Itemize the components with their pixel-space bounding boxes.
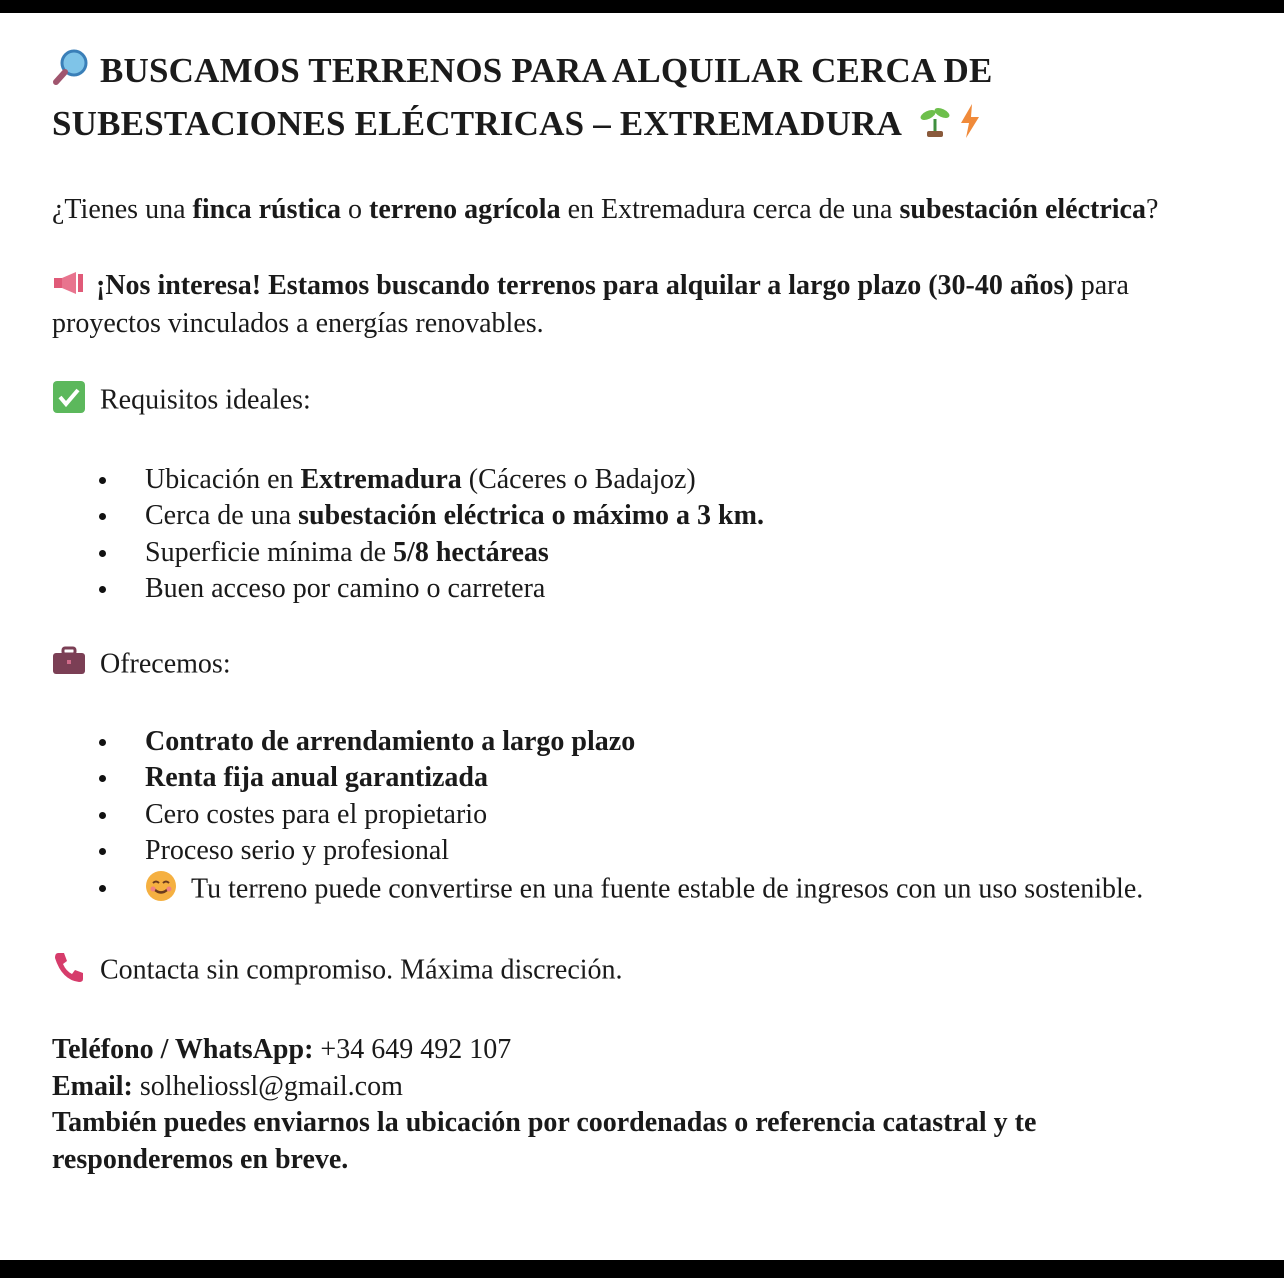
megaphone-icon [52,270,86,306]
list-item [52,462,1212,499]
item-bold: Renta fija anual garantizada [145,762,488,794]
email-address[interactable]: solheliossl@gmail.com [132,1070,403,1102]
contact-details [52,1032,1212,1178]
item-bold: Extremadura [300,463,462,495]
magnifier-icon [52,47,92,100]
interest-text: para proyectos vinculados a energías renovables. [52,269,1129,339]
offer-heading [52,646,1212,686]
item-text: Superficie mínima de [145,536,394,568]
requirements-list [52,462,1212,608]
closing-text: También puedes enviarnos la ubicación por coordenadas o referencia catastral y te responderemos en breve. [52,1107,1037,1175]
intro-bold-1: finca rústica [192,193,342,225]
intro-paragraph [52,192,1212,228]
phone-number[interactable]: +34 649 492 107 [313,1034,512,1066]
seedling-icon [917,103,953,152]
offer-list [52,724,1212,913]
phone-icon [52,950,86,994]
requirements-heading [52,380,1212,424]
list-item [52,571,1212,608]
requirements-heading-text: Requisitos ideales: [100,383,311,415]
email-line [52,1069,1212,1106]
intro-text-1: ¿Tienes una [52,193,193,225]
item-text: Cero costes para el propietario [145,798,488,830]
intro-bold-3: subestación eléctrica [899,193,1146,225]
lightning-icon [957,103,983,152]
contact-line-text: Contacta sin compromiso. Máxima discreción. [100,954,623,986]
item-text: Cerca de una [145,500,299,532]
item-text: Ubicación en [145,463,301,495]
list-item [52,724,1212,761]
phone-line [52,1032,1212,1069]
item-text: Tu terreno puede convertirse en una fuente estable de ingresos con un uso sostenible. [191,873,1144,905]
interest-bold: ¡Nos interesa! Estamos buscando terrenos para alquilar a largo plazo (30-40 años) [96,269,1074,301]
check-box-icon [52,380,86,424]
list-item [52,797,1212,834]
item-text: (Cáceres o Badajoz) [461,463,696,495]
item-bold: subestación eléctrica o máximo a 3 km. [298,500,764,532]
email-label: Email: [52,1070,133,1102]
phone-label: Teléfono / WhatsApp: [52,1034,314,1066]
page-title [52,47,1212,152]
document-content [52,47,1212,1178]
document-page [0,13,1284,1260]
intro-bold-2: terreno agrícola [369,193,561,225]
list-item [52,870,1212,913]
item-text: Buen acceso por camino o carretera [145,573,546,605]
title-text: BUSCAMOS TERRENOS PARA ALQUILAR CERCA DE SUBESTACIONES ELÉCTRICAS – EXTREMADURA [52,51,993,144]
list-item [52,760,1212,797]
item-text: Proceso serio y profesional [145,835,450,867]
smiling-face-icon [145,870,177,913]
list-item [52,498,1212,535]
list-item [52,833,1212,870]
list-item [52,535,1212,572]
item-bold: Contrato de arrendamiento a largo plazo [145,725,636,757]
intro-text-4: ? [1145,193,1159,225]
briefcase-icon [52,646,86,686]
intro-text-2: o [341,193,370,225]
offer-heading-text: Ofrecemos: [100,647,231,679]
contact-line [52,950,1212,994]
item-bold: 5/8 hectáreas [393,536,549,568]
interest-paragraph [52,268,1212,342]
intro-text-3: en Extremadura cerca de una [560,193,900,225]
